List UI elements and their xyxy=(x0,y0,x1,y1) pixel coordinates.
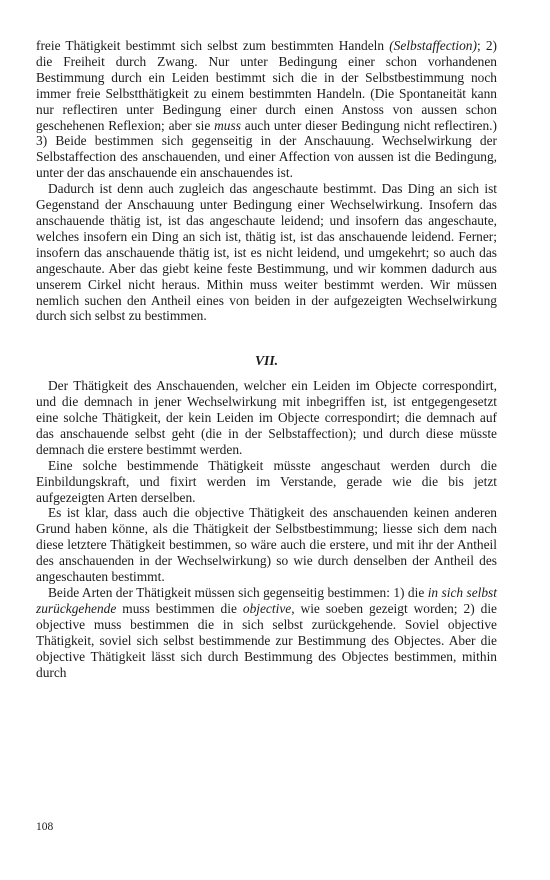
paragraph-1 xyxy=(36,38,497,181)
paragraph-1-italic-muss: muss xyxy=(214,117,241,133)
paragraph-5-text: Es ist klar, dass auch die objective Thätigkeit des anschauenden keinen anderen Grund haben könne, als die Thätigkeit der Selbstbestimmung; liesse sich dem nach diese letztere Thätigkeit bestimmen, so wäre auch die erstere, und mit ihr der Antheil des anschauenden in der Wechselwirkung) so wie durch denselben der Antheil des angeschauten bestimmt. xyxy=(36,505,497,585)
paragraph-6-text-1: Beide Arten der Thätigkeit müssen sich gegenseitig bestimmen: 1) die xyxy=(48,585,428,600)
paragraph-6-italic-zurueckgehende: in sich selbst zurückgehende xyxy=(36,585,497,616)
paragraph-2-text: Dadurch ist denn auch zugleich das angeschaute bestimmt. Das Ding an sich ist Gegenstand der Anschauung unter Bedingung einer Wechselwirkung. Insofern das anschauende thätig ist, ist das angeschaute leidend; und insofern das angeschaute, welches insofern ein Ding an sich ist, thätig ist, ist das anschauende leidend. Ferner; insofern das anschauende thätig ist, ist es nicht leidend, und umgekehrt; so auch das angeschaute. Aber das giebt keine feste Bestimmung, und wir kommen dadurch aus unserem Cirkel nicht heraus. Mithin muss weiter bestimmt werden. Wir müssen nemlich suchen den Antheil eines von beiden in der aufgezeigten Wechselwirkung durch sich selbst zu bestimmen. xyxy=(36,181,497,324)
paragraph-4 xyxy=(36,458,497,506)
section-heading: VII. xyxy=(254,353,279,369)
paragraph-1-text-1: freie Thätigkeit bestimmt sich selbst zum bestimmten Handeln xyxy=(36,38,390,53)
paragraph-3 xyxy=(36,378,497,458)
paragraph-5 xyxy=(36,505,497,585)
paragraph-6-italic-objective: objective xyxy=(242,600,292,616)
page-body xyxy=(36,38,497,680)
paragraph-6-text-2: muss bestimmen die xyxy=(116,600,243,616)
paragraph-1-text-2: ; 2) die Freiheit durch Zwang. Nur unter Bedingung einer schon vorhandenen Bestimmung durch ein Leiden bestimmt sich die in der Selbstbestimmung noch immer freie Selbstthätigkeit zu einem bestimmten Handeln. (Die Spontaneität kann nur reflectiren unter Bedingung einer durch einen Anstoss von aussen schon geschehenen Reflexion; aber sie xyxy=(36,38,497,133)
paragraph-1-text-3: auch unter dieser Bedingung nicht reflectiren.) 3) Beide bestimmen sich gegenseitig in der Anschauung. Wechselwirkung der Selbstaffection des anschauenden, und einer Affection von aussen ist die Bedingung, unter der das anschauende ein anschauendes ist. xyxy=(36,117,497,181)
paragraph-4-text: Eine solche bestimmende Thätigkeit müsste angeschaut werden durch die Einbildungskraft, und fixirt werden im Verstande, gerade wie die bis jetzt aufgezeigten Arten derselben. xyxy=(36,457,497,505)
paragraph-6-text-3: , wie soeben gezeigt worden; 2) die objective muss bestimmen die in sich selbst zurückgehende. Soviel objective Thätigkeit, soviel sich selbst bestimmende zur Bestimmung des Objectes. Aber die objective Thätigkeit lässt sich durch Bestimmung des Objectes bestimmen, mithin durch xyxy=(36,600,497,680)
paragraph-2 xyxy=(36,181,497,324)
paragraph-6 xyxy=(36,585,497,680)
paragraph-3-text: Der Thätigkeit des Anschauenden, welcher ein Leiden im Objecte correspondirt, und die demnach in jener Wechselwirkung mit inbegriffen ist, ist entgegengesetzt eine solche Thätigkeit, der kein Leiden im Objecte correspondirt; die demnach auf das anschauende selbst geht (die in der Selbstaffection); und durch diese müsste demnach die erstere bestimmt werden. xyxy=(36,378,497,457)
paragraph-1-italic-selbstaffection: (Selbstaffection) xyxy=(389,38,477,53)
page-number: 108 xyxy=(36,821,54,833)
